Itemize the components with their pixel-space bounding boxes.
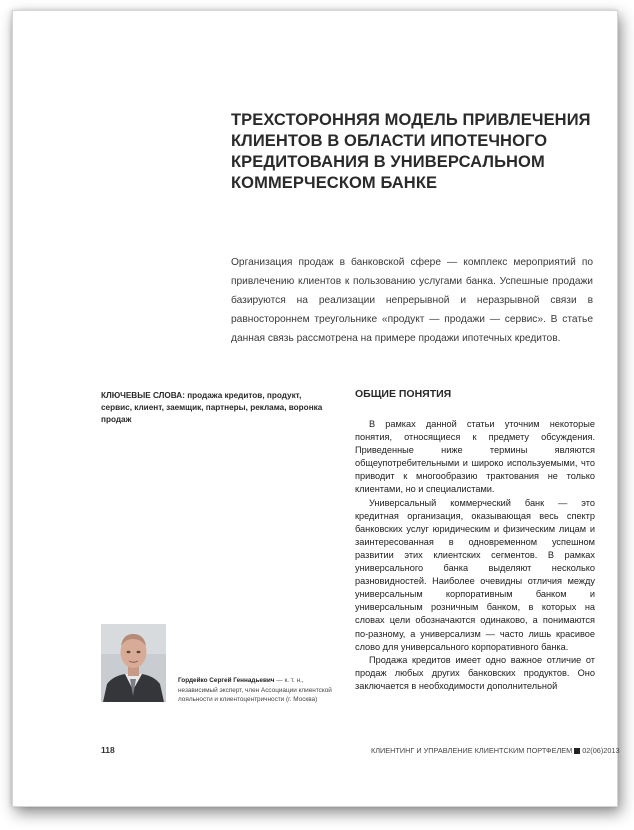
issue-number: 02(06)2013 bbox=[582, 746, 620, 755]
section-title: ОБЩИЕ ПОНЯТИЯ bbox=[355, 388, 452, 400]
section-general-concepts bbox=[355, 387, 595, 693]
square-bullet-icon bbox=[574, 748, 580, 754]
journal-page bbox=[12, 10, 618, 807]
keywords: КЛЮЧЕВЫЕ СЛОВА: продажа кредитов, продукт, сервис, клиент, заемщик, партнеры, реклама, воронка продаж bbox=[101, 391, 323, 424]
journal-name: КЛИЕНТИНГ И УПРАВЛЕНИЕ КЛИЕНТСКИМ ПОРТФЕЛЕМ bbox=[371, 746, 573, 755]
author-portrait-icon bbox=[101, 624, 166, 702]
paragraph: Продажа кредитов имеет одно важное отличие от продаж любых других банковских продуктов. Оно заключается в необходимости дополнительной bbox=[355, 654, 595, 691]
author-info bbox=[178, 676, 338, 705]
journal-footer bbox=[371, 746, 620, 755]
paragraph: В рамках данной статьи уточним некоторые понятия, относящиеся к предмету обсуждения. Приведенные ниже термины являются общеупотребительными и широко используемыми, что приводит к многообразию трактования не только клиентами, но и специалистами. bbox=[355, 419, 595, 495]
paragraph: Универсальный коммерческий банк — это кредитная организация, оказывающая весь спектр банковских услуг юридическим и физическим лицам и заинтересованная в одновременном успешном развитии этих клиентских сегментов. В рамках универсального банка выделяют несколько разновидностей. Наиболее очевидны отличия между универсальным корпоративным банком и универсальным розничным банком, в которых на словах цели обозначаются одинаково, а понимаются по-разному, а универсализм — часто лишь красивое слово для универсального корпоративного банка. bbox=[355, 497, 595, 652]
author-photo bbox=[101, 624, 166, 702]
author-name: Гордейко Сергей Геннадьевич bbox=[178, 677, 275, 684]
author-description: — к. т. н., независимый эксперт, член Ассоциации клиентской лояльности и клиентоцентричности (г. Москва) bbox=[178, 677, 332, 703]
page-number: 118 bbox=[101, 745, 115, 755]
section-body bbox=[355, 418, 595, 693]
article-abstract: Организация продаж в банковской сфере — комплекс мероприятий по привлечению клиентов к пользованию услугами банка. Успешные продажи базируются на реализации непрерывной и неразрывной связи в равностороннем треугольнике «продукт — продажи — сервис». В статье данная связь рассмотрена на примере продажи ипотечных кредитов. bbox=[231, 257, 593, 344]
article-title: ТРЕХСТОРОННЯЯ МОДЕЛЬ ПРИВЛЕЧЕНИЯ КЛИЕНТОВ В ОБЛАСТИ ИПОТЕЧНОГО КРЕДИТОВАНИЯ В УНИВЕРСАЛЬНОМ КОММЕРЧЕСКОМ БАНКЕ bbox=[231, 111, 591, 192]
